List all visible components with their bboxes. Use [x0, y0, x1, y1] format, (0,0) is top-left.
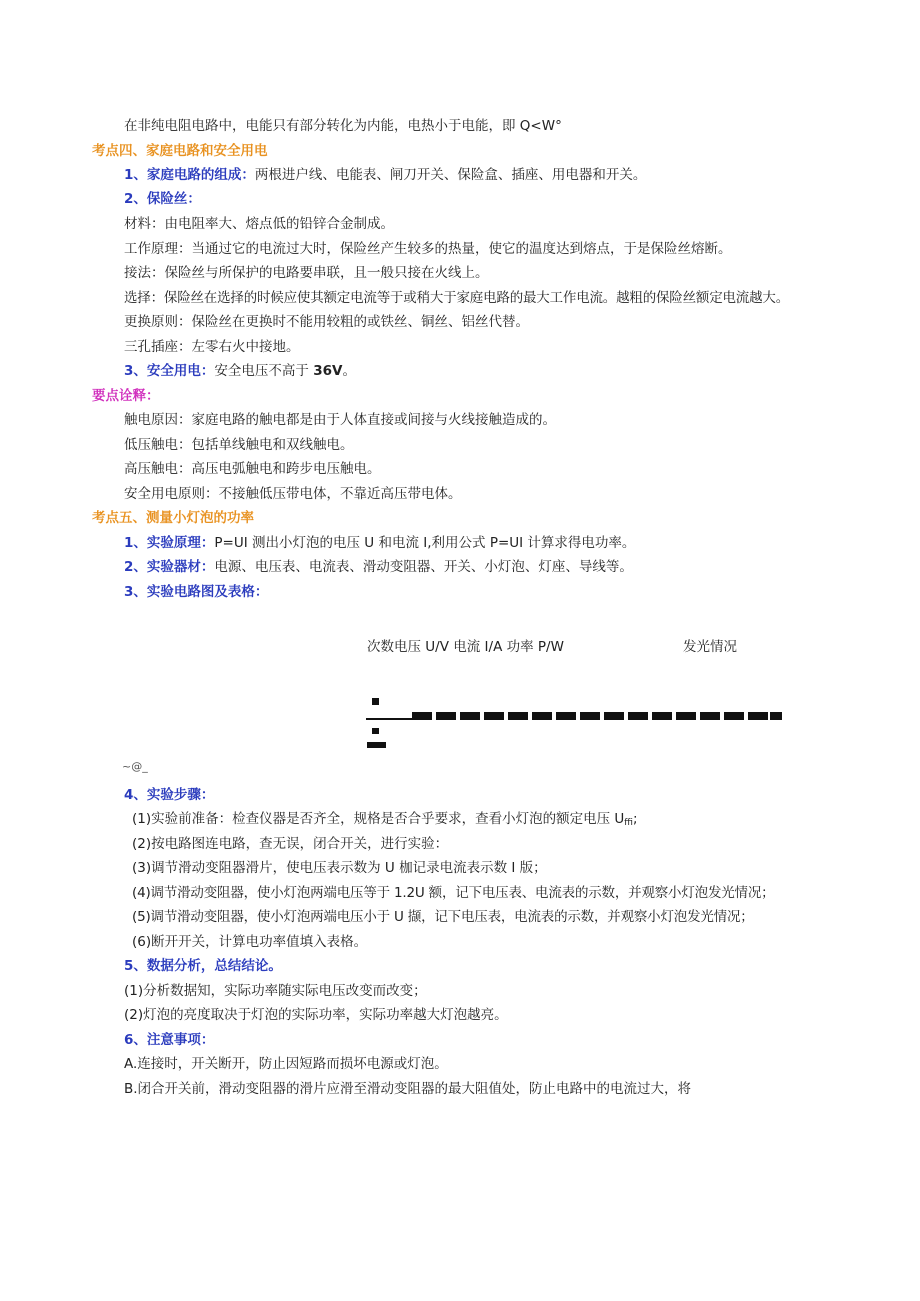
text-line: 触电原因：家庭电路的触电都是由于人体直接或间接与火线接触造成的。: [124, 412, 556, 428]
item-body: 。: [342, 363, 356, 379]
item-heading: 3、安全用电：: [124, 363, 215, 379]
figure-mark: ~@_: [122, 760, 148, 773]
item-body: 两根进户线、电能表、闸刀开关、保险盒、插座、用电器和开关。: [254, 167, 647, 183]
section-heading-4: 考点四、家庭电路和安全用电: [92, 143, 268, 159]
item-body: 电源、电压表、电流表、滑动变阻器、开关、小灯泡、灯座、导线等。: [214, 559, 633, 575]
text-line: (2)按电路图连电路，查无误，闭合开关，进行实验：: [132, 836, 449, 852]
text-line: [124, 166, 646, 184]
text-line: 工作原理：当通过它的电流过大时，保险丝产生较多的热量，使它的温度达到熔点，于是保险丝熔断。: [124, 241, 732, 257]
step-text: (1)实验前准备：检查仪器是否齐全，规格是否合乎要求，查看小灯泡的额定电压 U: [132, 811, 625, 827]
item-body: P=UI 测出小灯泡的电压 U 和电流 I,利用公式 P=UI 计算求得电功率。: [214, 535, 636, 551]
table-mark: [372, 728, 379, 734]
text-line: 高压触电：高压电弧触电和跨步电压触电。: [124, 461, 381, 477]
item-heading: 1、家庭电路的组成：: [124, 167, 255, 183]
text-line: 三孔插座：左零右火中接地。: [124, 339, 300, 355]
text-line: B.闭合开关前，滑动变阻器的滑片应滑至滑动变阻器的最大阻值处，防止电路中的电流过大，将: [124, 1081, 692, 1097]
step-text: ;: [633, 811, 638, 827]
item-heading: 2、保险丝：: [124, 191, 201, 207]
voltage-value: 36V: [313, 363, 343, 379]
table-mark: [367, 742, 386, 748]
table-header-right: 发光情况: [683, 639, 737, 655]
text-line: 选择：保险丝在选择的时候应使其额定电流等于或稍大于家庭电路的最大工作电流。越粗的保险丝额定电流越大。: [124, 290, 789, 306]
item-heading: 5、数据分析，总结结论。: [124, 958, 282, 974]
text-line: [132, 810, 638, 832]
text-line: 低压触电：包括单线触电和双线触电。: [124, 437, 354, 453]
text-line: (1)分析数据知，实际功率随实际电压改变而改变；: [124, 983, 427, 999]
subscript: ffi: [624, 818, 633, 828]
text-line: [124, 558, 633, 576]
text-line: [124, 362, 356, 380]
text-line: (4)调节滑动变阻器，使小灯泡两端电压等于 1.2U 额，记下电压表、电流表的示数，并观察小灯泡发光情况；: [132, 885, 775, 901]
text-line: (2)灯泡的亮度取决于灯泡的实际功率，实际功率越大灯泡越亮。: [124, 1007, 508, 1023]
text-line: [124, 534, 635, 552]
item-heading: 1、实验原理：: [124, 535, 215, 551]
key-point-heading: 要点诠释：: [92, 388, 160, 404]
item-heading: 4、实验步骤：: [124, 787, 215, 803]
table-header-left: 次数电压 U/V 电流 I/A 功率 P/W: [367, 639, 564, 655]
text-line: (5)调节滑动变阻器，使小灯泡两端电压小于 U 撷，记下电压表，电流表的示数，并观察小灯泡发光情况；: [132, 909, 754, 925]
table-rule: [366, 712, 782, 720]
text-line: 安全用电原则：不接触低压带电体，不靠近高压带电体。: [124, 486, 462, 502]
text-line: 材料：由电阻率大、熔点低的铅锌合金制成。: [124, 216, 394, 232]
section-heading-5: 考点五、测量小灯泡的功率: [92, 510, 254, 526]
text-line: (3)调节滑动变阻器滑片，使电压表示数为 U 枷记录电流表示数 I 版；: [132, 860, 547, 876]
item-body: 安全电压不高于: [214, 363, 314, 379]
text-line: A.连接时，开关断开，防止因短路而损坏电源或灯泡。: [124, 1056, 448, 1072]
item-heading: 3、实验电路图及表格：: [124, 584, 269, 600]
text-line: 更换原则：保险丝在更换时不能用较粗的或铁丝、铜丝、铝丝代替。: [124, 314, 529, 330]
text-line: (6)断开开关，计算电功率值填入表格。: [132, 934, 368, 950]
item-heading: 2、实验器材：: [124, 559, 215, 575]
table-mark: [372, 698, 379, 705]
item-heading: 6、注意事项：: [124, 1032, 215, 1048]
text-line: 在非纯电阻电路中，电能只有部分转化为内能，电热小于电能，即 Q<W°: [124, 118, 562, 134]
text-line: 接法：保险丝与所保护的电路要串联，且一般只接在火线上。: [124, 265, 489, 281]
